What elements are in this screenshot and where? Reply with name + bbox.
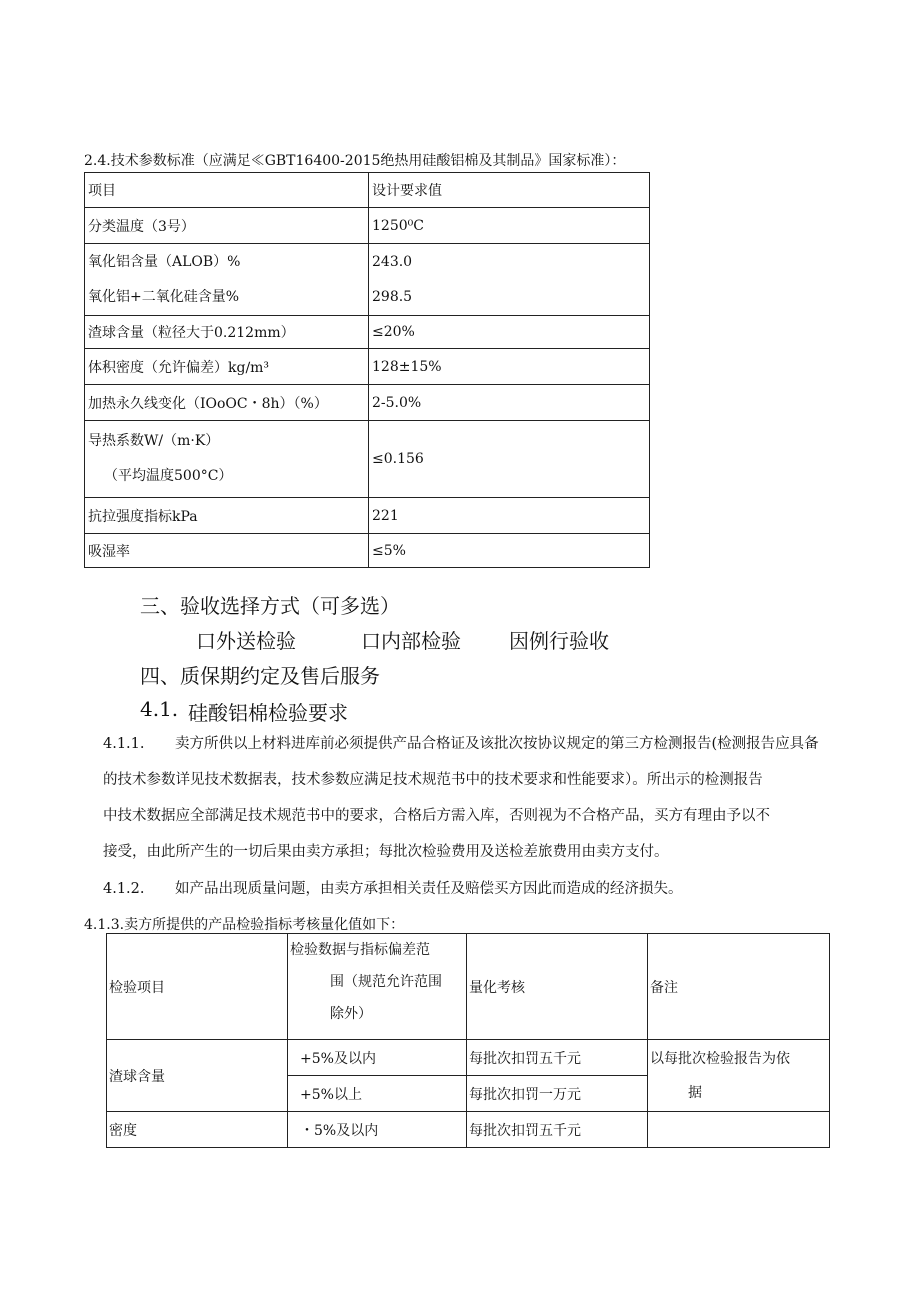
table-header-row <box>85 173 650 208</box>
section-3-heading: 三、验收选择方式（可多选） <box>140 594 400 618</box>
param-value: 128±15% <box>369 349 650 385</box>
deviation-range: +5%及以内 <box>288 1040 467 1076</box>
header-deviation-range: 围（规范允许范围 <box>330 974 442 990</box>
technical-parameters-table <box>84 172 650 568</box>
table-row <box>85 498 650 534</box>
param-value: 1250⁰C <box>369 208 650 244</box>
table-row <box>107 1112 830 1148</box>
inspection-option-internal[interactable]: 口内部检验 <box>361 629 461 653</box>
density-label: 密度 <box>107 1112 288 1148</box>
param-item: 分类温度（3号） <box>85 208 369 244</box>
subsection-4-1-number: 4.1. <box>140 697 179 721</box>
param-value: 243.0 <box>372 253 413 270</box>
slag-content-label: 渣球含量 <box>107 1040 288 1112</box>
remarks-empty <box>648 1112 830 1148</box>
table-row <box>85 349 650 385</box>
penalty: 每批次扣罚一万元 <box>467 1076 648 1112</box>
table-row <box>85 421 650 498</box>
header-value: 设计要求值 <box>369 173 650 208</box>
paragraph-4-1-1-line: 接受，由此所产生的一切后果由卖方承担；每批次检验费用及送检差旅费用由卖方支付。 <box>103 844 669 860</box>
penalty: 每批次扣罚五千元 <box>467 1040 648 1076</box>
header-inspection-item: 检验项目 <box>107 934 288 1040</box>
table-row <box>85 316 650 349</box>
param-item: 氧化铝+二氧化硅含量% <box>88 288 240 305</box>
inspection-option-routine[interactable]: 因例行验收 <box>509 629 609 653</box>
param-value: 2-5.0% <box>369 385 650 421</box>
param-item: 体积密度（允许偏差）kg∕m³ <box>85 349 369 385</box>
param-value: 221 <box>369 498 650 534</box>
param-item: 加热永久线变化（IOoOC・8h）（%） <box>85 385 369 421</box>
header-deviation-range: 除外） <box>330 1006 372 1022</box>
deviation-range: ・5%及以内 <box>288 1112 467 1148</box>
param-value: ≤20% <box>369 316 650 349</box>
param-item: 渣球含量（粒径大于0.212mm） <box>85 316 369 349</box>
header-quantified-assessment: 量化考核 <box>467 934 648 1040</box>
paragraph-4-1-1-line: 的技术参数详见技术数据表，技术参数应满足技术规范书中的技术要求和性能要求）。所出示的检测报告 <box>103 772 763 788</box>
subsection-4-1-title: 硅酸铝棉检验要求 <box>188 701 348 725</box>
paragraph-4-1-1-number: 4.1.1. <box>103 736 145 752</box>
param-item: 氧化铝含量（ALOB）% <box>88 253 241 270</box>
paragraph-4-1-3-title: 4.1.3.卖方所提供的产品检验指标考核量化值如下： <box>84 917 405 933</box>
table-row <box>85 385 650 421</box>
header-deviation-range: 检验数据与指标偏差范 <box>290 942 430 958</box>
paragraph-4-1-1-line: 中技术数据应全部满足技术规范书中的要求，合格后方需入库，否则视为不合格产品，买方有理由予以不 <box>103 808 770 824</box>
table-row <box>107 1040 830 1076</box>
header-item: 项目 <box>85 173 369 208</box>
param-value: ≤5% <box>369 534 650 568</box>
remarks-text: 据 <box>688 1084 702 1101</box>
section-4-heading: 四、质保期约定及售后服务 <box>140 664 380 688</box>
param-item: （平均温度500°C） <box>104 468 233 484</box>
param-item: 吸湿率 <box>85 534 369 568</box>
param-item: 抗拉强度指标kPa <box>85 498 369 534</box>
paragraph-4-1-2-number: 4.1.2. <box>103 881 145 897</box>
param-value: 298.5 <box>372 288 413 305</box>
table-header-row <box>107 934 830 1040</box>
inspection-option-external[interactable]: 口外送检验 <box>196 629 296 653</box>
param-value: ≤0.156 <box>369 421 650 498</box>
table-row <box>85 244 650 316</box>
quantification-table <box>106 933 830 1148</box>
paragraph-4-1-2-text: 如产品出现质量问题，由卖方承担相关责任及赔偿买方因此而造成的经济损失。 <box>175 881 683 897</box>
paragraph-4-1-1-first-line: 卖方所供以上材料进库前必须提供产品合格证及该批次按协议规定的第三方检测报告(检测报告应具备 <box>175 736 819 752</box>
remarks-text: 以每批次检验报告为依 <box>650 1050 790 1067</box>
header-remarks: 备注 <box>648 934 830 1040</box>
penalty: 每批次扣罚五千元 <box>467 1112 648 1148</box>
table-row <box>85 208 650 244</box>
param-item: 导热系数W/（m·K） <box>88 433 220 449</box>
deviation-range: +5%以上 <box>288 1076 467 1112</box>
section-2-4-title: 2.4.技术参数标准（应满足≪GBT16400-2015绝热用硅酸铝棉及其制品》国家标准）： <box>84 153 626 169</box>
table-row <box>85 534 650 568</box>
